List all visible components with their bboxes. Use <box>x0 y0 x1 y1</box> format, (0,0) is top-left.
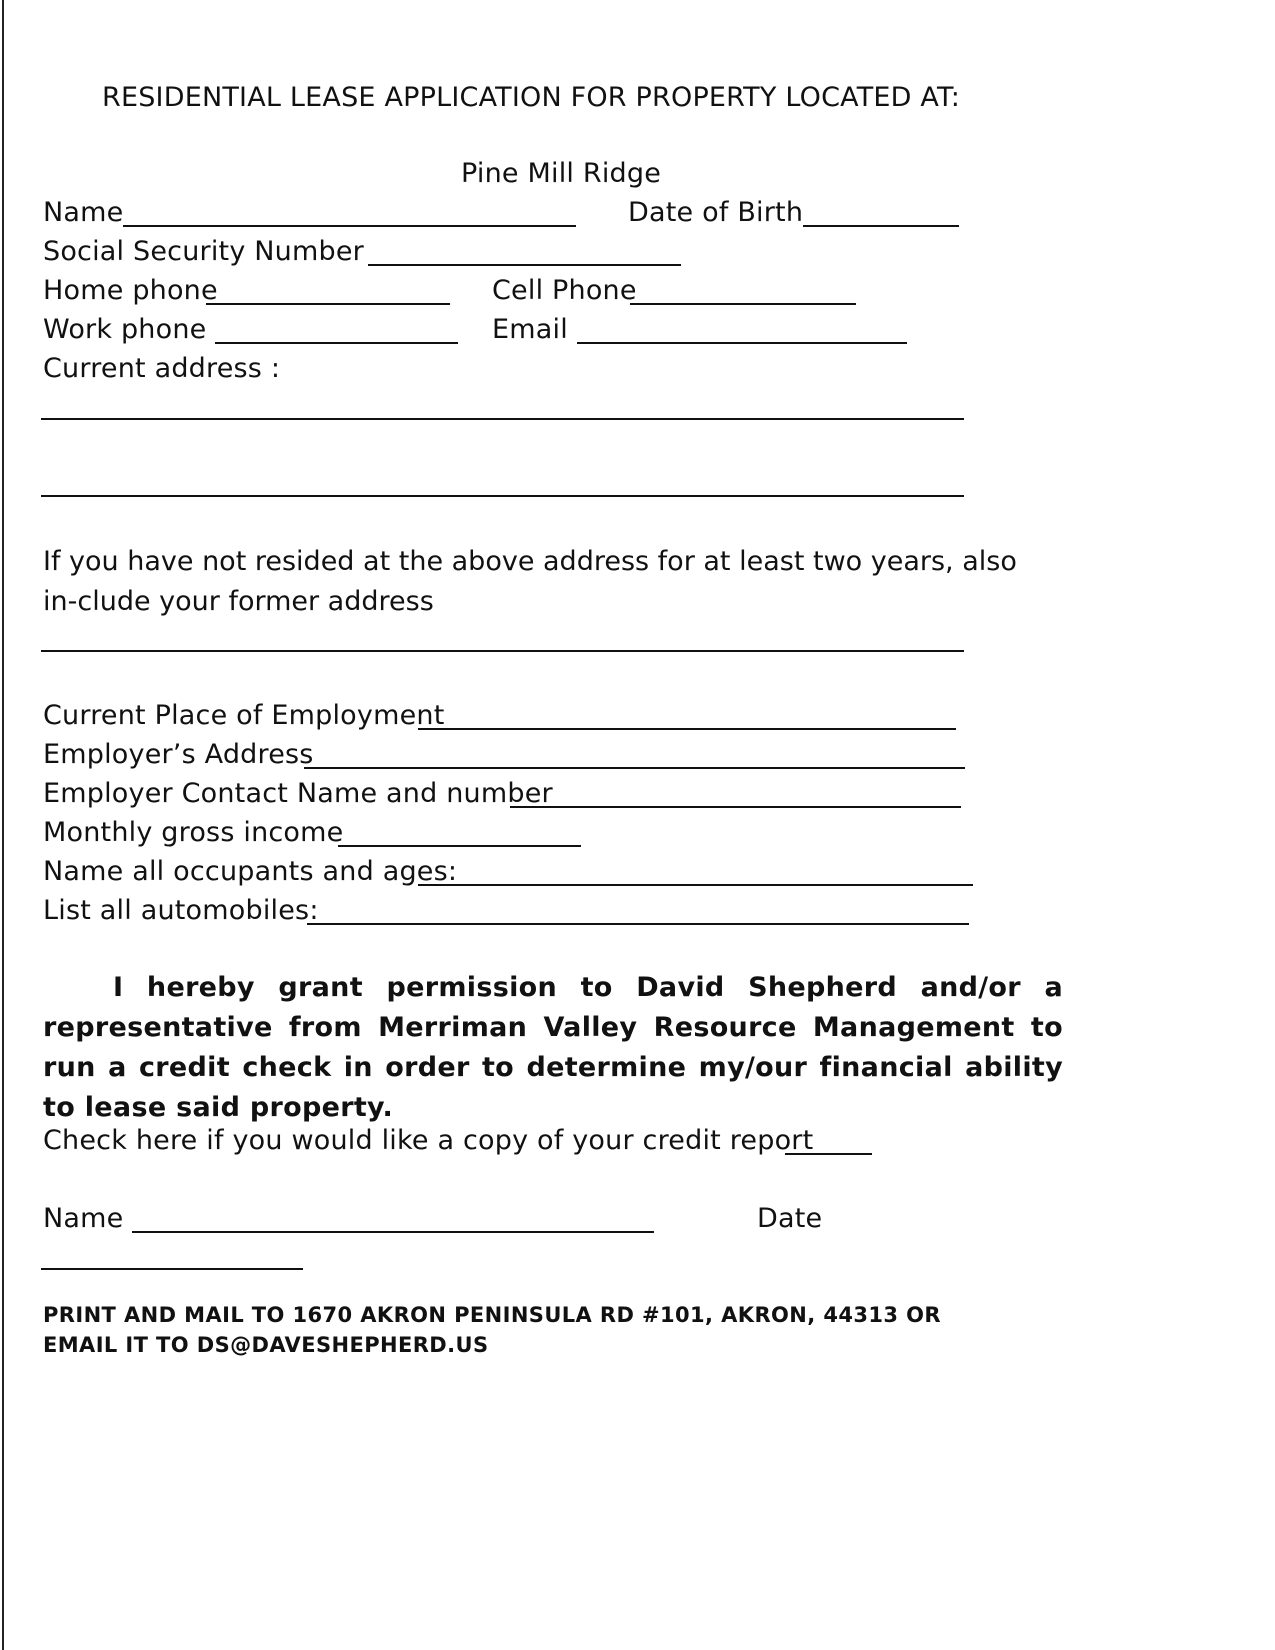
current-address-line-2[interactable] <box>41 495 964 497</box>
authorization-text: I hereby grant permission to David Shepherd and/or a representative from Merriman Valley Resource Management to run a credit check in order to determine my/our financial ability to lease said property. <box>43 972 1063 1123</box>
employer-contact-field[interactable] <box>510 806 961 808</box>
current-address-label: Current address : <box>43 353 281 384</box>
employer-address-label: Employer’s Address <box>43 739 314 770</box>
income-field[interactable] <box>338 845 581 847</box>
email-field[interactable] <box>577 342 907 344</box>
credit-copy-label: Check here if you would like a copy of your credit report <box>43 1125 814 1156</box>
property-name: Pine Mill Ridge <box>461 158 662 189</box>
form-title: RESIDENTIAL LEASE APPLICATION FOR PROPERTY LOCATED AT: <box>102 82 961 113</box>
work-phone-label: Work phone <box>43 314 207 345</box>
income-label: Monthly gross income <box>43 817 344 848</box>
occupants-field[interactable] <box>418 884 973 886</box>
employer-address-field[interactable] <box>304 767 965 769</box>
name-field[interactable] <box>123 225 576 227</box>
page-edge <box>2 0 4 1650</box>
former-address-note: If you have not resided at the above address for at least two years, also in-clude your former address <box>43 546 1017 617</box>
employment-field[interactable] <box>418 728 956 730</box>
home-phone-label: Home phone <box>43 275 218 306</box>
cell-phone-field[interactable] <box>630 303 856 305</box>
ssn-label: Social Security Number <box>43 236 364 267</box>
credit-copy-checkbox[interactable] <box>785 1153 872 1155</box>
email-label: Email <box>492 314 568 345</box>
name-label: Name <box>43 197 124 228</box>
occupants-label: Name all occupants and ages: <box>43 856 458 887</box>
automobiles-field[interactable] <box>307 923 969 925</box>
current-address-line-1[interactable] <box>41 418 964 420</box>
mailing-instructions: PRINT AND MAIL TO 1670 AKRON PENINSULA RD #101, AKRON, 44313 OR EMAIL IT TO DS@DAVESHEPHERD.US <box>43 1303 941 1357</box>
cell-phone-label: Cell Phone <box>492 275 637 306</box>
work-phone-field[interactable] <box>215 342 458 344</box>
dob-label: Date of Birth <box>628 197 804 228</box>
dob-field[interactable] <box>803 225 959 227</box>
ssn-field[interactable] <box>368 264 681 266</box>
employment-label: Current Place of Employment <box>43 700 445 731</box>
signature-name-label: Name <box>43 1203 124 1234</box>
signature-date-label: Date <box>757 1203 823 1234</box>
signature-date-field[interactable] <box>41 1268 303 1270</box>
former-address-line[interactable] <box>41 650 964 652</box>
signature-name-field[interactable] <box>132 1231 654 1233</box>
automobiles-label: List all automobiles: <box>43 895 319 926</box>
employer-contact-label: Employer Contact Name and number <box>43 778 553 809</box>
home-phone-field[interactable] <box>206 303 450 305</box>
